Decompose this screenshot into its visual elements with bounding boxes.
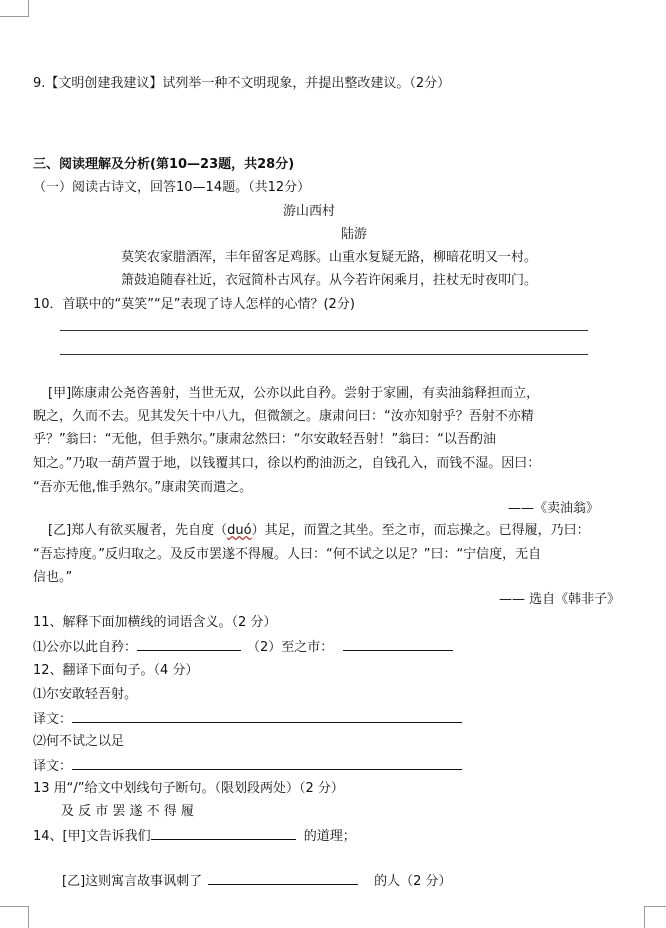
passage-yi-line-2: “吾忘持度。”反归取之。及反市罢遂不得履。人曰：“何不试之以足？”曰：“宁信度，无自 — [33, 547, 542, 562]
pinyin-duo: duó — [227, 523, 252, 538]
question-12: 12、翻译下面句子。（4 分） — [33, 663, 199, 678]
question-11-items — [33, 638, 453, 656]
question-12-sentence-1: ⑴尔安敢轻吾射。 — [33, 687, 138, 702]
corner-mark-bottom-right — [644, 906, 666, 928]
question-14-yi — [62, 872, 452, 890]
poem-line-2: 箫鼓追随春社近，衣冠简朴古风存。从今若许闲乘月，拄杖无时夜叩门。 — [121, 273, 538, 288]
passage-jia-line-2: 睨之，久而不去。见其发矢十中八九，但微颔之。康肃问曰：“汝亦知射乎？吾射不亦精 — [33, 409, 534, 424]
question-13: 13 用“/”给文中划线句子断句。（限划段两处）（2 分） — [33, 781, 344, 796]
question-11a: ⑴公亦以此自矜： — [33, 640, 138, 655]
corner-mark-top-left — [0, 0, 29, 17]
answer-line-10a[interactable] — [60, 330, 588, 331]
question-14-jia — [33, 827, 356, 845]
question-10: 10．首联中的“莫笑”“足”表现了诗人怎样的心情？(2分) — [33, 297, 355, 312]
passage-jia-source: ——《卖油翁》 — [508, 501, 600, 516]
translation-label-2: 译文： — [33, 759, 73, 774]
question-14b-end: 的人（2 分） — [374, 874, 452, 889]
poem-line-1: 莫笑农家腊酒浑，丰年留客足鸡豚。山重水复疑无路，柳暗花明又一村。 — [121, 250, 538, 265]
question-11b: （2）至之市： — [247, 640, 334, 655]
question-14b-text: [乙]这则寓言故事讽刺了 — [62, 874, 203, 889]
passage-jia-line-3: 乎？”翁曰：“无他，但手熟尔。”康肃忿然曰：“尔安敢轻吾射！”翁曰：“以吾酌油 — [33, 432, 496, 447]
question-11: 11、解释下面加横线的词语含义。（2 分） — [33, 615, 277, 630]
answer-blank-14b[interactable] — [208, 872, 358, 885]
answer-blank-12b[interactable] — [72, 757, 462, 770]
corner-mark-bottom-left — [0, 906, 29, 928]
passage-jia-line-4: 知之。”乃取一葫芦置于地，以钱覆其口，徐以杓酌油沥之，自钱孔入，而钱不湿。因曰： — [33, 456, 541, 471]
section-3-heading: 三、阅读理解及分析(第10—23题，共28分) — [33, 157, 295, 172]
poem-author: 陆游 — [341, 227, 368, 242]
answer-line-10b[interactable] — [60, 354, 588, 355]
passage-jia-line-5: “吾亦无他,惟手熟尔。”康肃笑而遣之。 — [33, 480, 253, 495]
translation-label-1: 译文： — [33, 712, 73, 727]
answer-blank-11b[interactable] — [343, 638, 453, 651]
part-1-heading: （一）阅读古诗文，回答10—14题。（共12分） — [33, 180, 311, 195]
translation-1 — [33, 710, 462, 728]
answer-blank-11a[interactable] — [137, 638, 241, 651]
answer-blank-12a[interactable] — [72, 710, 462, 723]
poem-title: 游山西村 — [283, 204, 336, 219]
passage-yi-line-1-start: [乙]郑人有欲买履者，先自度（ — [48, 523, 228, 538]
translation-2 — [33, 757, 462, 775]
question-9: 9.【文明创建我建议】试列举一种不文明现象，并提出整改建议。（2分） — [33, 76, 451, 91]
passage-yi-line-1 — [48, 523, 590, 539]
question-12-sentence-2: ⑵何不试之以足 — [33, 734, 125, 749]
passage-yi-source: —— 选自《韩非子》 — [499, 592, 621, 607]
passage-yi-line-1-end: ）其足，而置之其坐。至之市，而忘操之。已得履，乃曰： — [251, 523, 590, 538]
passage-yi-line-3: 信也。” — [33, 570, 73, 585]
question-13-sentence: 及 反 市 罢 遂 不 得 履 — [61, 804, 194, 819]
answer-blank-14a[interactable] — [151, 827, 296, 840]
passage-jia-line-1: [甲]陈康肃公尧咨善射，当世无双，公亦以此自矜。尝射于家圃，有卖油翁释担而立， — [48, 386, 540, 401]
question-14a-text: 14、[甲]文告诉我们 — [33, 829, 151, 844]
question-14a-end: 的道理； — [303, 829, 356, 844]
